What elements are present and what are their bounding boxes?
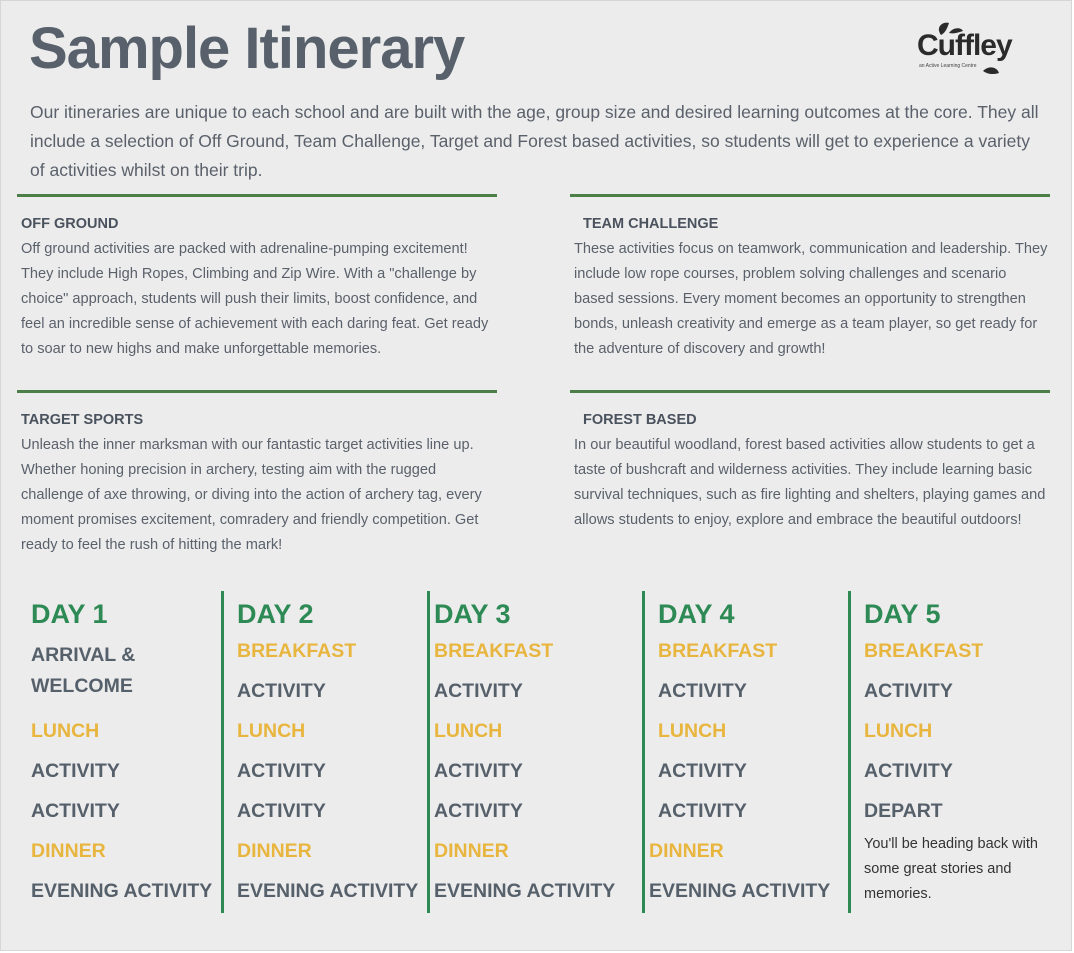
schedule-item: ARRIVAL & WELCOME	[31, 644, 136, 697]
section-body: Off ground activities are packed with adrenaline-pumping excitement! They include High Ropes, Climbing and Zip Wire. With a "challenge by choice" approach, students will push their limits, boost confidence, and feel an incredible sense of achievement with each daring feat. Get ready to soar to new highs and make unforgettable memories.	[21, 241, 489, 357]
logo-wordmark: Cuffley	[917, 29, 1012, 62]
schedule-item: DEPART	[864, 800, 943, 822]
day-5-column	[864, 597, 1054, 907]
schedule-item: ACTIVITY	[31, 760, 120, 782]
day-title: DAY 1	[31, 599, 108, 629]
schedule-item: ACTIVITY	[237, 760, 326, 782]
section-divider	[17, 390, 497, 393]
section-forest-based	[570, 390, 1050, 533]
day-title: DAY 2	[237, 599, 314, 629]
section-title: OFF GROUND	[21, 216, 119, 232]
section-body: These activities focus on teamwork, communication and leadership. They include low rope courses, problem solving challenges and scenario based sessions. Every moment becomes an opportunity to strengthen bonds, unleash creativity and emerge as a team player, so get ready for the adventure of discovery and growth!	[574, 241, 1048, 357]
section-title: TEAM CHALLENGE	[583, 216, 719, 232]
schedule-item-meal: BREAKFAST	[434, 640, 554, 662]
schedule-item-meal: DINNER	[434, 840, 509, 862]
day-title: DAY 5	[864, 599, 941, 629]
section-divider	[570, 194, 1050, 197]
day-4-column	[649, 597, 831, 907]
schedule-item: ACTIVITY	[658, 800, 747, 822]
section-target-sports	[17, 390, 497, 558]
schedule-item: EVENING ACTIVITY	[649, 880, 831, 902]
day-divider	[221, 591, 224, 913]
section-title: FOREST BASED	[583, 412, 697, 428]
schedule-item: EVENING ACTIVITY	[237, 880, 419, 902]
section-body: Unleash the inner marksman with our fantastic target activities line up. Whether honing precision in archery, testing aim with the rugged challenge of axe throwing, or diving into the action of archery tag, every moment promises excitement, comradery and friendly competition. Get ready to feel the rush of hitting the mark!	[21, 437, 482, 553]
schedule-item-meal: BREAKFAST	[658, 640, 778, 662]
section-off-ground	[17, 194, 497, 362]
day-2-column	[237, 597, 418, 907]
day-3-column	[434, 597, 615, 907]
cuffley-logo	[913, 21, 1023, 77]
schedule-item-meal: LUNCH	[864, 720, 933, 742]
schedule-item: ACTIVITY	[434, 760, 523, 782]
schedule-item: ACTIVITY	[434, 800, 523, 822]
schedule-item-meal: DINNER	[237, 840, 312, 862]
schedule-item-meal: DINNER	[31, 840, 106, 862]
schedule-item: ACTIVITY	[31, 800, 120, 822]
schedule-item: EVENING ACTIVITY	[434, 880, 616, 902]
day-divider	[848, 591, 851, 913]
section-team-challenge	[570, 194, 1050, 362]
intro-paragraph: Our itineraries are unique to each school and are built with the age, group size and desired learning outcomes at the core. They all include a selection of Off Ground, Team Challenge, Target and Forest based activities, so students will get to experience a variety of activities whilst on their trip.	[30, 102, 1039, 180]
logo-tagline: an Active Learning Centre	[919, 63, 977, 69]
schedule-item: ACTIVITY	[237, 800, 326, 822]
day-divider	[427, 591, 430, 913]
schedule-item: ACTIVITY	[237, 680, 326, 702]
section-divider	[17, 194, 497, 197]
section-divider	[570, 390, 1050, 393]
page-title: Sample Itinerary	[29, 16, 465, 81]
schedule-item-meal: LUNCH	[31, 720, 100, 742]
schedule-item: ACTIVITY	[658, 760, 747, 782]
schedule-item-meal: BREAKFAST	[237, 640, 357, 662]
schedule-item-meal: LUNCH	[434, 720, 503, 742]
day-title: DAY 4	[658, 599, 735, 629]
section-title: TARGET SPORTS	[21, 412, 144, 428]
day-1-column	[31, 597, 212, 907]
schedule-item: ACTIVITY	[864, 680, 953, 702]
schedule-item-meal: LUNCH	[237, 720, 306, 742]
schedule-item-meal: BREAKFAST	[864, 640, 984, 662]
schedule-item: ACTIVITY	[434, 680, 523, 702]
departure-note: You'll be heading back with some great stories and memories.	[864, 836, 1038, 902]
schedule-item-meal: LUNCH	[658, 720, 727, 742]
schedule-item: ACTIVITY	[658, 680, 747, 702]
day-divider	[642, 591, 645, 913]
section-body: In our beautiful woodland, forest based activities allow students to get a taste of bushcraft and wilderness activities. They include learning basic survival techniques, such as fire lighting and shelters, playing games and allows students to enjoy, explore and embrace the beautiful outdoors!	[574, 437, 1046, 528]
schedule-item-meal: DINNER	[649, 840, 724, 862]
schedule-item: ACTIVITY	[864, 760, 953, 782]
day-title: DAY 3	[434, 599, 511, 629]
schedule-item: EVENING ACTIVITY	[31, 880, 213, 902]
